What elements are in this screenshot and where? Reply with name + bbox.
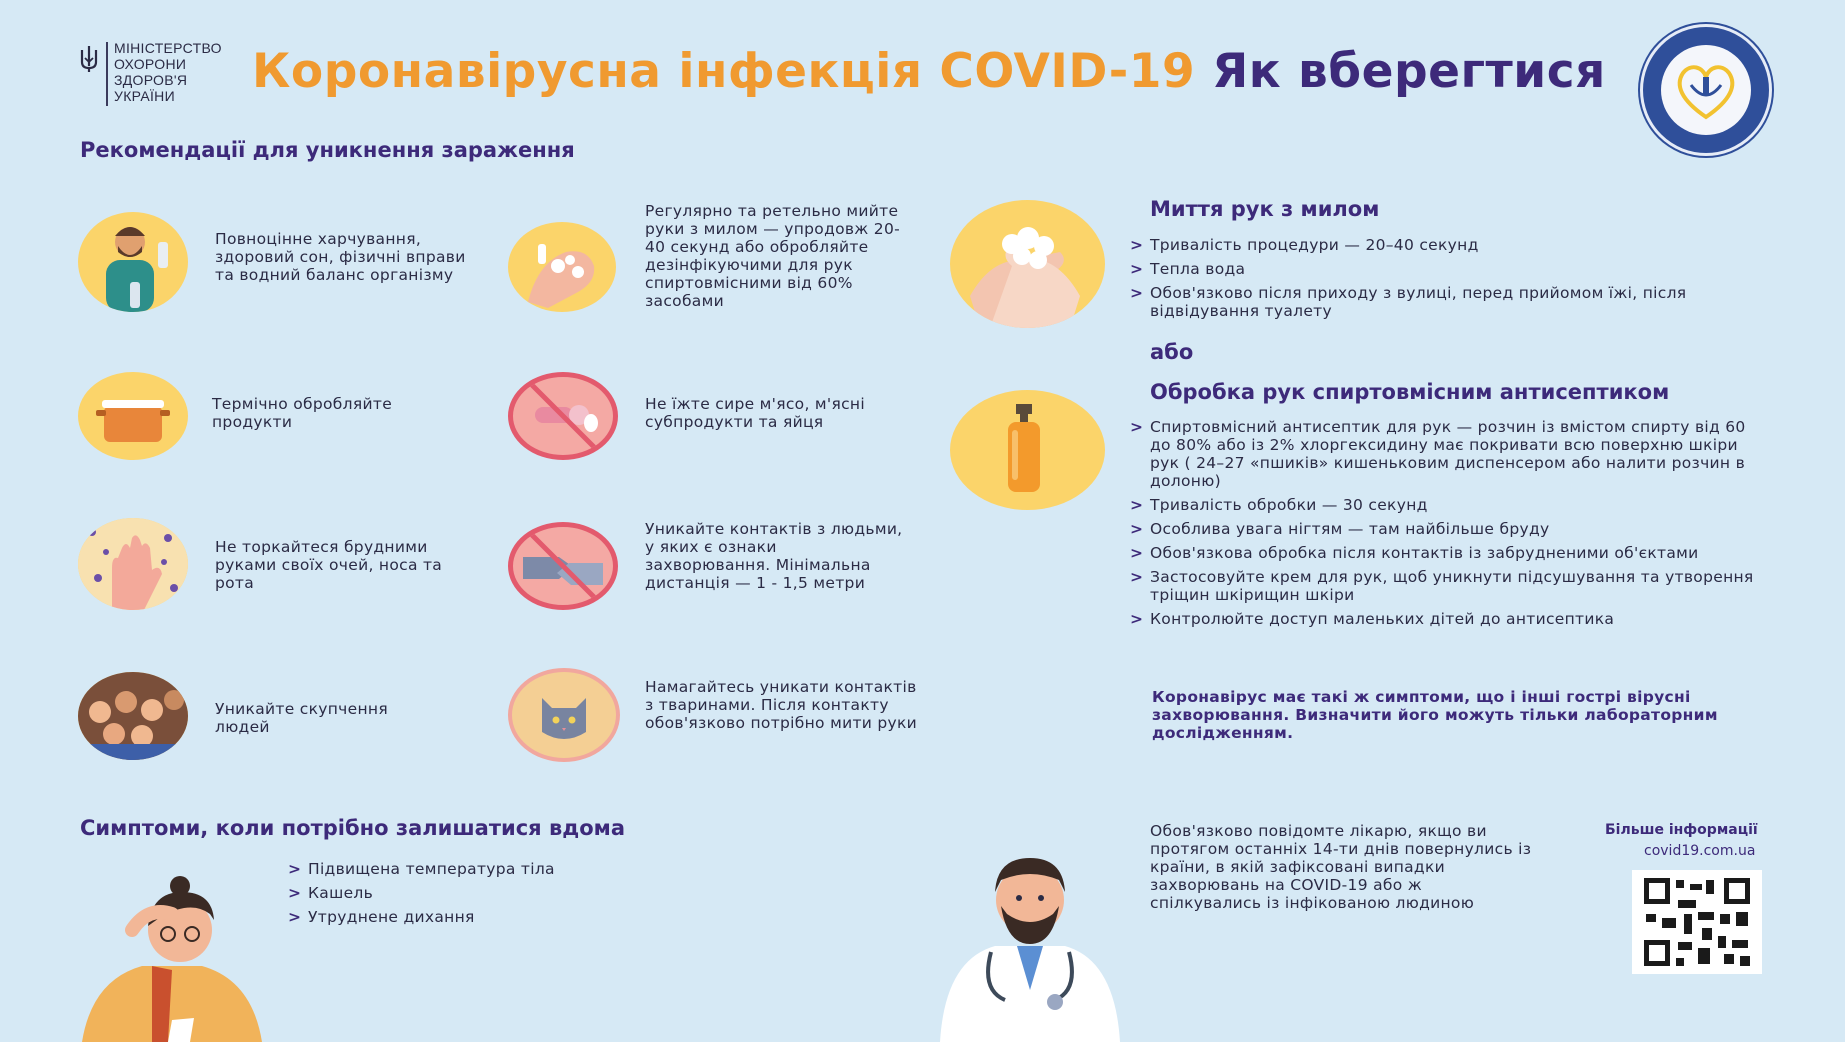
heart-hands-icon [1661,45,1751,135]
sanitizer-heading: Обробка рук спиртовмісним антисептиком [1150,380,1670,404]
qr-module [1740,956,1750,966]
page-title [252,44,1606,99]
symptom-item: > Утруднене дихання [288,908,475,926]
chevron-icon: > [288,884,302,902]
qr-module [1698,912,1714,920]
symptoms-heading: Симптоми, коли потрібно залишатися вдома [80,816,625,840]
ombudsman-seal-logo [1640,24,1772,156]
qr-code[interactable] [1632,870,1762,974]
chevron-icon: > [1130,284,1144,302]
qr-module [1720,914,1730,924]
tip-text: Термічно обробляйте продукти [212,395,393,431]
more-info-label: Більше інформації [1605,822,1758,838]
chevron-icon: > [288,908,302,926]
chevron-icon: > [1130,520,1144,538]
qr-module [1662,918,1676,928]
soapy-hands-icon [950,200,1105,328]
doctor-note: Обов'язково повідомте лікарю, якщо ви протягом останніх 14-ти днів повернулись із країни, в якій зафіксовані випадки захворювань на COVID-19 або ж спілкувались із інфікованою людиною [1150,822,1532,912]
sanitizer-item: > Застосовуйте крем для рук, щоб уникнути підсушування та утворення тріщин шкірищин шкіри [1130,568,1754,604]
crowd-illustration [78,672,188,760]
washing-hands-illustration [508,222,616,312]
symptoms-list [288,860,708,932]
chevron-icon: > [1130,568,1144,586]
hands-sanitize-icon [508,222,616,312]
logo-separator [106,42,108,106]
symptom-item: > Кашель [288,884,374,902]
sanitizer-item: > Контролюйте доступ маленьких дітей до антисептика [1130,610,1615,628]
tip-text: Повноцінне харчування, здоровий сон, фізичні вправи та водний баланс організму [215,230,466,284]
ministry-logo [78,40,238,110]
chevron-icon: > [1130,496,1144,514]
man-with-water-icon [78,212,188,312]
qr-module [1698,948,1710,964]
or-label: або [1150,340,1194,364]
handwash-item: > Тепла вода [1130,260,1246,278]
trident-icon [78,44,100,74]
ministry-line: УКРАЇНИ [114,88,175,104]
healthy-man-illustration [78,212,188,312]
tip-text: Уникайте контактів з людьми, у яких є ознаки захворювання. Мінімальна дистанція — 1 - 1,5 метри [645,520,903,592]
pot-icon [78,372,188,460]
seal-inner [1661,45,1751,135]
qr-finder [1644,940,1670,966]
sanitizer-item: > Особлива увага нігтям — там найбільше бруду [1130,520,1550,538]
chevron-icon: > [1130,544,1144,562]
soapy-hands-illustration [950,200,1105,328]
ministry-line: МІНІСТЕРСТВО [114,40,222,56]
qr-module [1684,914,1692,934]
prevention-heading: Рекомендації для уникнення зараження [80,138,575,162]
qr-module [1676,958,1684,966]
chevron-icon: > [1130,418,1144,436]
qr-module [1724,954,1734,964]
chevron-icon: > [288,860,302,878]
handwash-item: > Тривалість процедури — 20–40 секунд [1130,236,1479,254]
qr-module [1706,880,1714,894]
cooking-pot-illustration [78,372,188,460]
qr-module [1676,880,1684,888]
tip-text: Не їжте сире м'ясо, м'ясні субпродукти та яйця [645,395,865,431]
crowd-icon [78,672,188,760]
qr-module [1736,912,1748,926]
handwash-list [1130,236,1730,326]
title-main: Коронавірусна інфекція COVID-19 [252,44,1196,99]
qr-module [1718,936,1726,948]
sanitizer-item: > Обов'язкова обробка після контактів із забрудненими об'єктами [1130,544,1699,562]
symptoms-note: Коронавірус має такі ж симптоми, що і інші гострі вірусні захворювання. Визначити його можуть тільки лабораторним дослідженням. [1152,688,1718,742]
handwash-item: > Обов'язково після приходу з вулиці, перед прийомом їжі, після відвідування туалету [1130,284,1687,320]
tip-text: Не торкайтеся брудними руками своїх очей, носа та рота [215,538,443,592]
qr-module [1690,884,1702,890]
sick-woman-illustration [72,870,282,1042]
qr-module [1702,928,1712,940]
no-raw-meat-illustration [508,372,618,460]
ministry-line: ОХОРОНИ [114,56,187,72]
qr-finder [1724,878,1750,904]
sanitizer-item: > Тривалість обробки — 30 секунд [1130,496,1428,514]
doctor-illustration [935,840,1125,1042]
qr-module [1646,914,1656,922]
more-info-link[interactable]: covid19.com.ua [1644,843,1756,859]
chevron-icon: > [1130,260,1144,278]
handwash-heading: Миття рук з милом [1150,197,1380,221]
hand-germs-icon [78,518,188,610]
qr-module [1678,942,1692,950]
dirty-hand-illustration [78,518,188,610]
chevron-icon: > [1130,610,1144,628]
title-sub: Як вберегтися [1212,44,1606,99]
cat-icon [512,672,616,758]
sanitizer-illustration [950,390,1105,510]
no-handshake-illustration [508,522,618,610]
cat-illustration [508,668,620,762]
ministry-line: ЗДОРОВ'Я [114,72,188,88]
qr-module [1732,940,1748,948]
chevron-icon: > [1130,236,1144,254]
sanitizer-bottle-icon [950,390,1105,510]
sanitizer-list [1130,418,1770,634]
qr-module [1678,900,1696,908]
qr-finder [1644,878,1670,904]
ministry-name [114,40,222,104]
tip-text: Регулярно та ретельно мийте руки з милом — упродовж 20-40 секунд або обробляйте дезінфікуючими для рук спиртовмісними від 60% засобами [645,202,901,310]
tip-text: Уникайте скупчення людей [215,700,388,736]
tip-text: Намагайтесь уникати контактів з тваринами. Після контакту обов'язково потрібно мити руки [645,678,918,732]
sanitizer-item: > Спиртовмісний антисептик для рук — розчин із вмістом спирту від 60 до 80% або із 2% хлоргексидину має покривати всю поверхню шкіри рук ( 24–27 «пшиків» кишеньковим диспенсером або налити розчин в долоню) [1130,418,1746,490]
symptom-item: > Підвищена температура тіла [288,860,555,878]
